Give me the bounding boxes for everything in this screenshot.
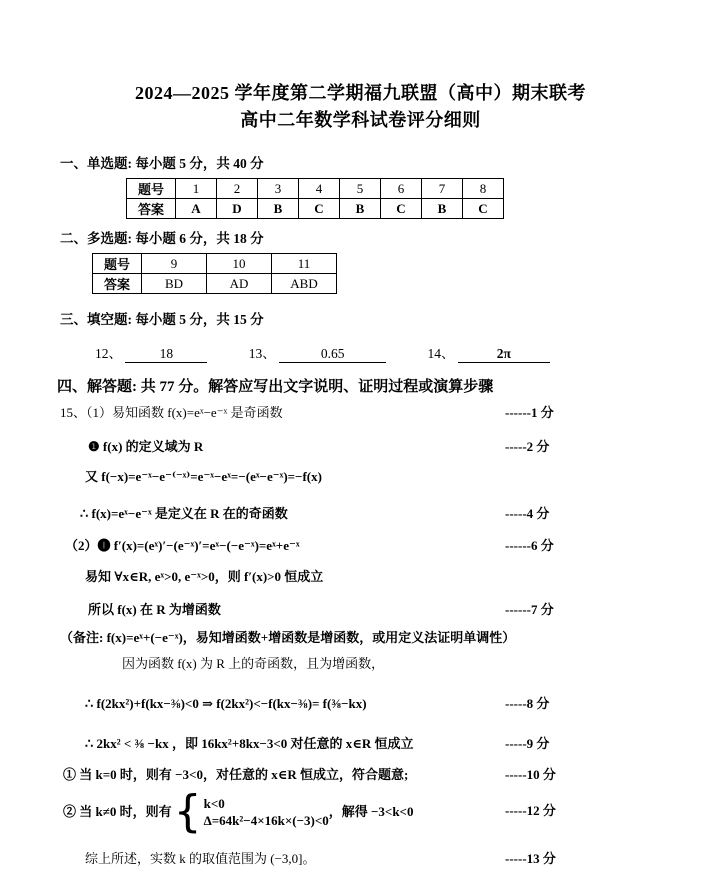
table-cell: B — [422, 199, 463, 219]
solution-text: 15、（1）易知函数 f(x)=eˣ−e⁻ˣ 是奇函数 — [60, 405, 283, 420]
table-cell: AD — [207, 274, 272, 294]
blank-value: 18 — [125, 346, 207, 363]
solution-text: ❶ f(x) 的定义域为 R — [88, 439, 204, 454]
solution-note-line — [60, 629, 661, 647]
solution-text: ∴ f(2kx²)+f(kx−⅜)<0 ⇒ f(2kx²)<−f(kx−⅜)= f(⅜−kx) — [85, 696, 367, 711]
fill-blank-answers — [95, 342, 661, 363]
case-line-suffix: ，解得 −3<k<0 — [328, 803, 414, 819]
table-cell: 10 — [207, 254, 272, 274]
solution-text: ∴ 2kx² < ⅜ −kx ，即 16kx²+8kx−3<0 对任意的 x∈R 恒成立 — [85, 736, 414, 751]
blank-label: 13、 — [248, 346, 276, 361]
score-marker: -----2 分 — [505, 439, 550, 454]
blank-value: 2π — [458, 346, 550, 363]
table-row-question-numbers — [127, 179, 504, 199]
solution-text: 综上所述，实数 k 的取值范围为 (−3,0]。 — [85, 850, 316, 866]
solution-text: ∴ f(x)=eˣ−e⁻ˣ 是定义在 R 在的奇函数 — [80, 506, 288, 521]
table-cell: 3 — [258, 179, 299, 199]
blank-answer-14 — [428, 342, 550, 363]
solution-line-11 — [60, 735, 661, 753]
solution-line-4 — [60, 505, 661, 523]
table-cell: C — [381, 199, 422, 219]
section-heading-single-choice: 一、单选题: 每小题 5 分，共 40 分 — [60, 156, 264, 171]
section-heading-free-response: 四、解答题: 共 77 分。解答应写出文字说明、证明过程或演算步骤 — [57, 379, 494, 395]
table-cell: C — [299, 199, 340, 219]
score-marker: -----13 分 — [505, 850, 556, 866]
blank-label: 12、 — [95, 346, 122, 361]
table-cell: B — [258, 199, 299, 219]
score-marker: -----10 分 — [505, 767, 556, 782]
solution-final-line — [60, 850, 661, 868]
blank-label: 14、 — [427, 346, 455, 361]
table-cell: 4 — [299, 179, 340, 199]
solution-line-5 — [60, 537, 661, 555]
question-number-label: 题号 — [93, 254, 142, 274]
solution-line-2 — [60, 438, 661, 456]
score-marker: ------6 分 — [505, 538, 554, 553]
table-cell: 5 — [340, 179, 381, 199]
table-cell: B — [340, 199, 381, 219]
solution-line-10 — [60, 695, 661, 713]
score-marker: -----8 分 — [505, 696, 550, 711]
question-number-label: 题号 — [127, 179, 176, 199]
solution-line-3 — [60, 468, 661, 486]
table-cell: A — [176, 199, 217, 219]
score-marker: ------7 分 — [505, 602, 554, 617]
solution-line-12 — [60, 766, 661, 784]
solution-text: （备注: f(x)=eˣ+(−e⁻ˣ)，易知增函数+增函数是增函数，或用定义法证明单调性） — [60, 630, 516, 645]
table-cell: D — [217, 199, 258, 219]
score-marker: -----12 分 — [505, 803, 556, 818]
solution-text: 因为函数 f(x) 为 R 上的奇函数，且为增函数， — [122, 656, 385, 671]
blank-value: 0.65 — [279, 346, 386, 363]
table-cell: ABD — [272, 274, 337, 294]
blank-answer-13 — [249, 342, 386, 363]
table-cell: 6 — [381, 179, 422, 199]
table-cell: 7 — [422, 179, 463, 199]
answer-label: 答案 — [93, 274, 142, 294]
section-heading-multi-choice: 二、多选题: 每小题 6 分，共 18 分 — [60, 231, 264, 246]
table-cell: 8 — [463, 179, 504, 199]
solution-line-6 — [60, 568, 661, 586]
exam-title-line2: 高中二年数学科试卷评分细则 — [240, 110, 481, 130]
table-cell: 11 — [272, 254, 337, 274]
case-2: Δ=64k²−4×16k×(−3)<0 — [203, 812, 329, 828]
case-line-prefix: ② 当 k≠0 时，则有 — [63, 803, 172, 819]
section-heading-fill-blank: 三、填空题: 每小题 5 分，共 15 分 — [60, 312, 264, 327]
table-cell: 2 — [217, 179, 258, 199]
table-cell: C — [463, 199, 504, 219]
table-row-answers — [127, 199, 504, 219]
answer-label: 答案 — [127, 199, 176, 219]
blank-answer-12 — [95, 342, 207, 363]
solution-line-9 — [60, 655, 661, 673]
exam-title-line1: 2024—2025 学年度第二学期福九联盟（高中）期末联考 — [135, 83, 586, 103]
score-marker: ------1 分 — [505, 405, 554, 420]
table-cell: 1 — [176, 179, 217, 199]
score-marker: -----4 分 — [505, 506, 550, 521]
left-brace: { — [173, 786, 202, 837]
solution-text: （2）❶ f′(x)=(eˣ)′−(e⁻ˣ)′=eˣ−(−e⁻ˣ)=eˣ+e⁻ˣ — [65, 538, 300, 553]
table-cell: BD — [142, 274, 207, 294]
multi-choice-answer-table — [92, 253, 337, 294]
table-row-question-numbers — [93, 254, 337, 274]
single-choice-answer-table — [126, 178, 504, 219]
solution-text: ① 当 k=0 时，则有 −3<0，对任意的 x∈R 恒成立，符合题意; — [63, 767, 409, 782]
solution-text: 所以 f(x) 在 R 为增函数 — [88, 602, 221, 617]
solution-text: 易知 ∀x∈R, eˣ>0, e⁻ˣ>0，则 f′(x)>0 恒成立 — [85, 569, 324, 584]
solution-question-15 — [60, 404, 661, 868]
solution-text: 又 f(−x)=e⁻ˣ−e⁻⁽⁻ˣ⁾=e⁻ˣ−eˣ=−(eˣ−e⁻ˣ)=−f(x) — [85, 469, 322, 484]
case-system — [204, 795, 329, 829]
solution-line-7 — [60, 601, 661, 619]
table-cell: 9 — [142, 254, 207, 274]
solution-case-line — [60, 786, 661, 837]
case-1: k<0 — [203, 795, 225, 811]
table-row-answers — [93, 274, 337, 294]
solution-line-1 — [60, 404, 661, 422]
score-marker: -----9 分 — [505, 736, 550, 751]
